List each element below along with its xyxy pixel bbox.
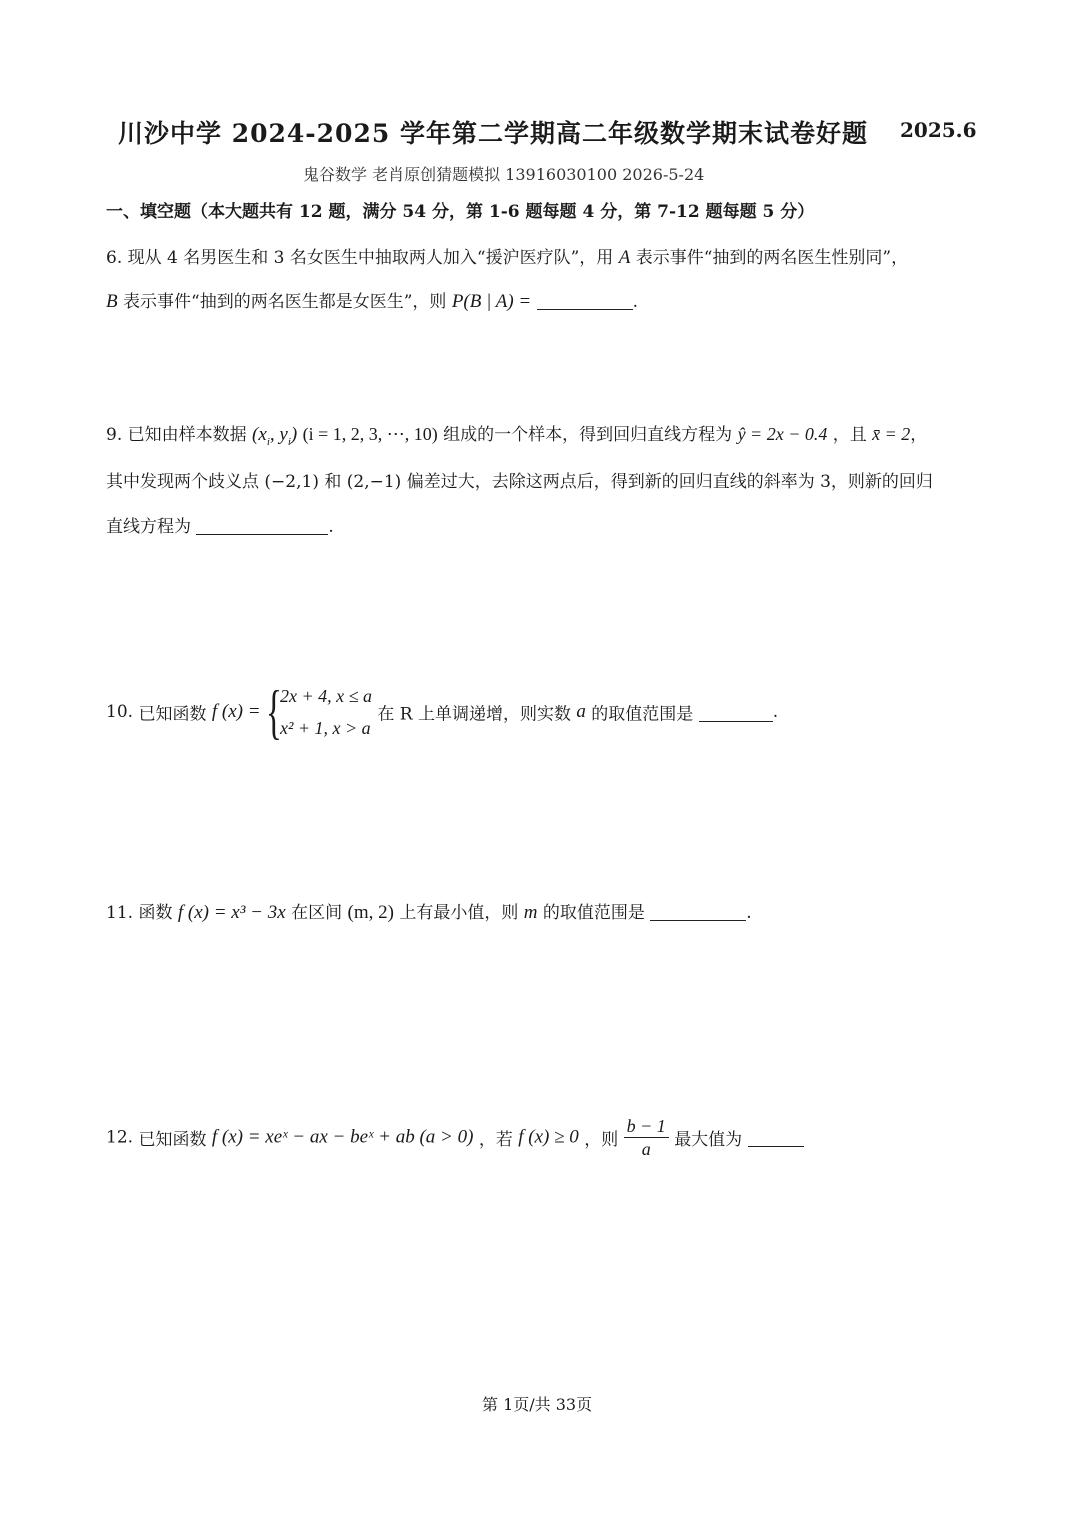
question-text: 直线方程为 — [106, 517, 191, 537]
period: . — [328, 517, 334, 537]
period: . — [746, 903, 752, 923]
answer-blank[interactable] — [196, 516, 328, 535]
question-6-line-2 — [106, 287, 638, 313]
x-mean: x̄ = 2 — [872, 424, 911, 444]
piece-case-1: 2x + 4, x ≤ a — [279, 686, 372, 706]
question-text: 已知函数 — [138, 1130, 207, 1150]
variable-a: A — [618, 247, 631, 268]
variable-m: m — [523, 902, 538, 923]
question-number: 9. — [106, 425, 123, 445]
question-text: 函数 — [138, 903, 173, 923]
function-expression: f (x) = xeˣ − ax − beˣ + ab (a > 0) — [211, 1126, 474, 1148]
question-6-line-1 — [106, 243, 908, 269]
period: . — [772, 702, 779, 722]
answer-blank[interactable] — [537, 291, 633, 310]
question-number: 11. — [106, 903, 134, 923]
question-text: 在 R 上单调递增，则实数 — [377, 704, 571, 725]
exam-date: 2025.6 — [900, 118, 977, 142]
question-text: ，且 — [832, 425, 867, 445]
question-text: 表示事件“抽到的两名医生性别同”， — [635, 248, 909, 268]
question-9-line-3 — [106, 512, 334, 537]
question-11 — [106, 898, 752, 924]
question-text: ，若 — [478, 1130, 513, 1150]
period: . — [632, 292, 639, 312]
answer-blank[interactable] — [650, 902, 746, 921]
regression-equation: ŷ = 2x − 0.4 — [737, 424, 828, 444]
question-text: 已知函数 — [138, 704, 207, 725]
condition: f (x) ≥ 0 — [518, 1126, 579, 1148]
page-title: 川沙中学 2024-2025 学年第二学期高二年级数学期末试卷好题 — [118, 119, 868, 148]
section-heading: 一、填空题（本大题共有 12 题，满分 54 分，第 1-6 题每题 4 分，第 7-12 题每题 5 分） — [106, 202, 815, 222]
function-f: f (x) = — [211, 701, 261, 722]
fraction-numerator: b − 1 — [624, 1115, 669, 1138]
question-10 — [106, 680, 778, 744]
question-12 — [106, 1115, 804, 1160]
variable-b: B — [106, 291, 118, 312]
fraction — [624, 1115, 669, 1160]
fraction-denominator: a — [641, 1139, 651, 1159]
question-number: 10. — [106, 702, 134, 722]
question-text: 表示事件“抽到的两名医生都是女医生”，则 — [123, 292, 447, 312]
question-text: 在区间 — [291, 903, 343, 923]
question-text: 的取值范围是 — [542, 903, 645, 923]
piece-case-2: x² + 1, x > a — [279, 718, 371, 738]
brace: { — [265, 679, 282, 745]
piecewise-function — [266, 680, 372, 744]
question-text: ，则 — [584, 1130, 619, 1150]
probability-expression: P(B | A) = — [451, 291, 532, 312]
variable-a: a — [576, 701, 586, 722]
page-number: 第 1页/共 33页 — [482, 1395, 593, 1414]
question-text: 现从 4 名男医生和 3 名女医生中抽取两人加入“援沪医疗队”，用 — [127, 248, 614, 268]
question-text: 组成的一个样本，得到回归直线方程为 — [443, 425, 733, 445]
question-number: 6. — [106, 248, 123, 268]
question-text: 的取值范围是 — [591, 704, 694, 725]
question-text: 最大值为 — [674, 1130, 743, 1150]
index-range: (i = 1, 2, 3, ⋯, 10) — [302, 424, 438, 444]
question-text: 已知由样本数据 — [127, 425, 247, 445]
question-9-line-1 — [106, 420, 927, 448]
question-text: 上有最小值，则 — [399, 903, 519, 923]
question-number: 12. — [106, 1127, 134, 1148]
question-9-line-2: 其中发现两个歧义点 (−2,1) 和 (2,−1) 偏差过大，去除这两点后，得到新的回归直线的斜率为 3，则新的回归 — [106, 472, 933, 492]
answer-blank[interactable] — [699, 703, 773, 722]
comma: ， — [910, 425, 928, 445]
page-subtitle: 鬼谷数学 老肖原创猜题模拟 13916030100 2026-5-24 — [303, 165, 705, 184]
interval: (m, 2) — [347, 902, 394, 923]
sample-data: ($x_i$, $y_i$) — [252, 424, 298, 448]
answer-blank[interactable] — [748, 1128, 804, 1147]
function-expression: f (x) = x³ − 3x — [177, 902, 286, 923]
